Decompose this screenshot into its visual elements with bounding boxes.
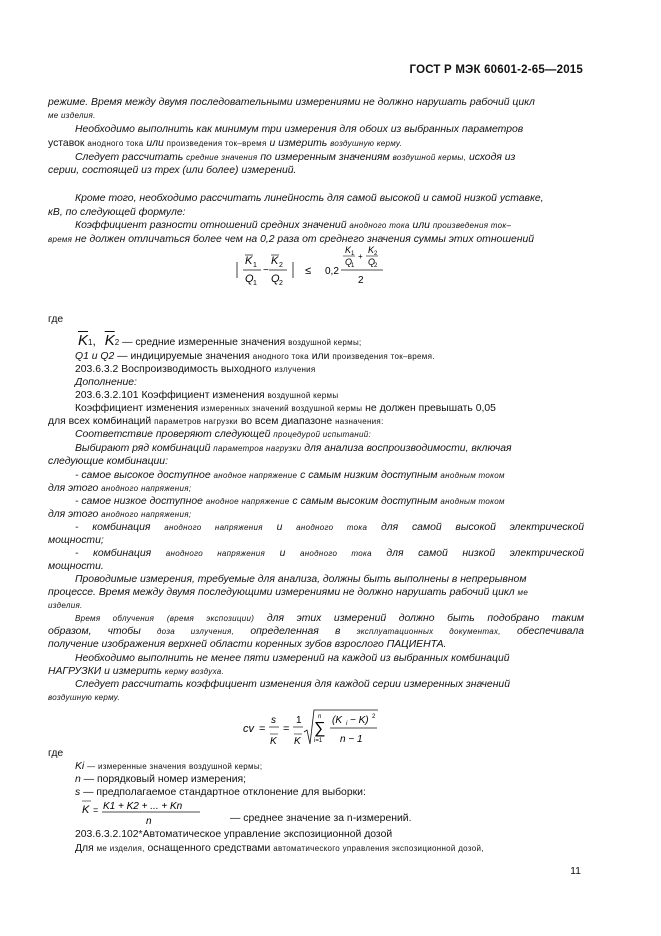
- text-line: изделия.: [48, 601, 83, 610]
- text-line: процессе. Время между двумя последующими измерениями не должно нарушать рабочий цикл ме: [48, 587, 529, 598]
- svg-text:+: +: [358, 252, 363, 261]
- text-line: Время облучения (время экспозиции) для этих измерений должно быть подобрано таким: [75, 613, 584, 624]
- text-line: режиме. Время между двумя последовательными измерениями не должно нарушать рабочий цикл: [48, 97, 535, 108]
- text-line: — среднее значение за n-измерений.: [230, 813, 412, 824]
- section-heading: 203.6.3.2.101 Коэффициент изменения воздушной кермы: [75, 390, 339, 401]
- svg-text:1: 1: [253, 262, 257, 269]
- text-line: $\overline{K}1$, $\overline{K}2$ — средние измеренные значения воздушной кермы;: [78, 332, 362, 349]
- section-heading: 203.6.3.2 Воспроизводимость выходного излучения: [75, 364, 316, 375]
- svg-text:K: K: [245, 255, 253, 267]
- text-line: Коэффициент изменения измеренных значений воздушной кермы не должен превышать 0,05: [75, 403, 496, 414]
- text-line: получение изображения верхней области коренных зубов взрослого ПАЦИЕНТА.: [48, 639, 447, 650]
- text-line: образом, чтобы доза излучения, определенная в эксплуатационных документах, обеспечивала: [48, 626, 584, 637]
- list-item: - комбинация анодного напряжения и анодного тока для самой низкой электрической: [75, 548, 584, 559]
- svg-text:n: n: [318, 714, 322, 720]
- svg-text:−: −: [263, 265, 269, 276]
- svg-text:2: 2: [374, 251, 378, 257]
- text-line: мощности.: [48, 561, 104, 572]
- svg-text:0,2: 0,2: [325, 266, 339, 277]
- svg-text:2: 2: [358, 275, 364, 286]
- svg-text:i: i: [346, 721, 348, 727]
- svg-text:K: K: [368, 245, 375, 255]
- text-line: Необходимо выполнить не менее пяти измерений на каждой из выбранных комбинаций: [75, 653, 510, 664]
- where-label: где: [48, 748, 64, 759]
- text-line: n — порядковый номер измерения;: [75, 774, 247, 785]
- standard-header: ГОСТ Р МЭК 60601-2-65—2015: [409, 64, 583, 76]
- text-line: Следует рассчитать средние значения по измеренным значениям воздушной кермы, исходя из: [75, 152, 516, 163]
- text-line: Выбирают ряд комбинаций параметров нагрузки для анализа воспроизводимости, включая: [75, 443, 512, 454]
- svg-text:K: K: [270, 736, 277, 747]
- text-line: для этого анодного напряжения;: [48, 483, 192, 494]
- svg-text:s: s: [271, 715, 276, 726]
- svg-text:K: K: [294, 736, 301, 747]
- svg-text:Q: Q: [271, 273, 280, 285]
- svg-text:2: 2: [279, 280, 283, 287]
- text-line: Для ме изделия, оснащенного средствами автоматического управления экспозиционной дозой,: [75, 843, 484, 854]
- text-line: Дополнение:: [75, 377, 137, 388]
- list-item: - самое низкое доступное анодное напряжение с самым высоким доступным анодным током: [75, 496, 505, 507]
- text-line: мощности;: [48, 535, 104, 546]
- svg-text:2: 2: [372, 714, 376, 720]
- svg-text:− K): − K): [350, 715, 369, 726]
- text-line: Следует рассчитать коэффициент изменения для каждой серии измеренных значений: [75, 679, 510, 690]
- text-line: Коэффициент разности отношений средних значений анодного тока или произведения ток–: [75, 220, 512, 231]
- text-line: время не должен отличаться более чем на 0,2 раза от среднего значения суммы этих отношений: [48, 234, 535, 245]
- svg-text:1: 1: [351, 263, 355, 269]
- variation-formula: [240, 706, 390, 750]
- text-line: следующие комбинации:: [48, 456, 168, 467]
- text-line: Соответствие проверяют следующей процедурой испытаний:: [75, 429, 372, 440]
- svg-text:=: =: [259, 723, 266, 735]
- svg-text:(K: (K: [332, 715, 342, 726]
- svg-text:n: n: [146, 816, 152, 827]
- svg-text:∑: ∑: [314, 720, 326, 737]
- text-line: НАГРУЗКИ и измерить керму воздуха.: [48, 666, 225, 677]
- svg-text:Q: Q: [245, 273, 254, 285]
- text-line: воздушную керму.: [48, 693, 121, 702]
- svg-text:i=1: i=1: [314, 738, 323, 744]
- text-line: Q1 и Q2 — индицируемые значения анодного тока или произведения ток–время.: [75, 351, 435, 362]
- list-item: - самое высокое доступное анодное напряжение с самым низким доступным анодным током: [75, 470, 505, 481]
- svg-text:K: K: [82, 804, 90, 816]
- text-line: для всех комбинаций параметров нагрузки во всем диапазоне назначения:: [48, 416, 384, 427]
- svg-text:1: 1: [253, 280, 257, 287]
- svg-text:n − 1: n − 1: [340, 734, 363, 745]
- text-line: уставок анодного тока или произведения ток–время и измерить воздушную керму.: [48, 138, 403, 149]
- svg-text:K: K: [345, 245, 352, 255]
- text-line: Необходимо выполнить как минимум три измерения для обоих из выбранных параметров: [75, 124, 524, 135]
- svg-text:1: 1: [351, 251, 355, 257]
- svg-text:=: =: [283, 723, 290, 735]
- svg-text:=: =: [93, 805, 99, 815]
- text-line: для этого анодного напряжения;: [48, 509, 192, 520]
- text-line: Кроме того, необходимо рассчитать линейность для самой высокой и самой низкой уставке,: [75, 193, 544, 204]
- text-line: Ki — измеренные значения воздушной кермы;: [75, 761, 263, 772]
- svg-text:Q: Q: [368, 257, 376, 267]
- mean-formula: [78, 799, 208, 827]
- text-line: ме изделия.: [48, 111, 96, 120]
- svg-text:cv: cv: [243, 723, 254, 735]
- section-heading: 203.6.3.2.102*Автоматическое управление экспозиционной дозой: [75, 829, 393, 840]
- linearity-formula: [225, 240, 405, 292]
- svg-text:2: 2: [279, 262, 283, 269]
- text-line: кВ, по следующей формуле:: [48, 207, 186, 218]
- text-line: s — предполагаемое стандартное отклонение для выборки:: [75, 787, 366, 798]
- where-label: где: [48, 314, 64, 325]
- text-line: Проводимые измерения, требуемые для анализа, должны быть выполнены в непрерывном: [75, 574, 527, 585]
- page-number: 11: [570, 865, 581, 877]
- svg-text:2: 2: [374, 263, 378, 269]
- svg-text:1: 1: [296, 715, 302, 726]
- svg-text:Q: Q: [345, 257, 353, 267]
- svg-text:≤: ≤: [305, 265, 312, 277]
- svg-text:K1 + K2 + ... + Kn: K1 + K2 + ... + Kn: [103, 801, 183, 812]
- text-line: серии, состоящей из трех (или более) измерений.: [48, 165, 297, 176]
- svg-text:K: K: [271, 255, 279, 267]
- list-item: - комбинация анодного напряжения и анодного тока для самой высокой электрической: [75, 522, 585, 533]
